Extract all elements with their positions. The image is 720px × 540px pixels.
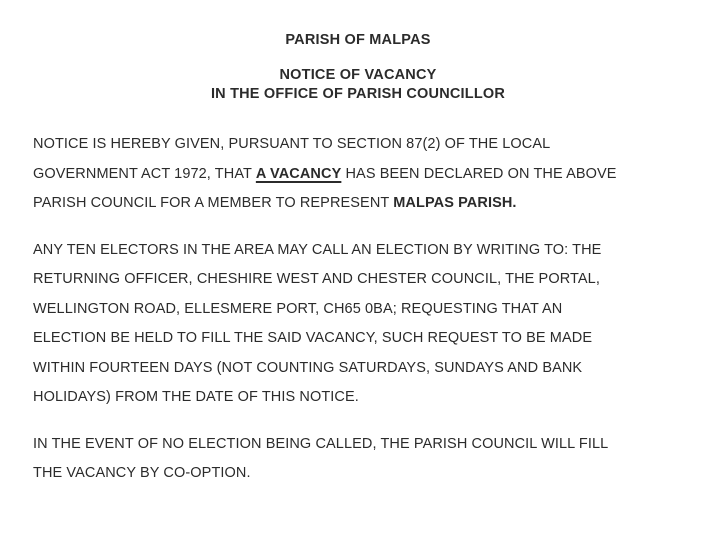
malpas-parish-emphasis: MALPAS PARISH. xyxy=(393,195,517,211)
paragraph1-line2-post: HAS BEEN DECLARED ON THE ABOVE xyxy=(341,165,617,182)
paragraph2-line2: RETURNING OFFICER, CHESHIRE WEST AND CHESTER COUNCIL, THE PORTAL, xyxy=(33,271,600,287)
paragraph3-line1: IN THE EVENT OF NO ELECTION BEING CALLED, THE PARISH COUNCIL WILL FILL xyxy=(33,435,609,452)
notice-subtitle-line-1: NOTICE OF VACANCY xyxy=(279,67,437,83)
paragraph2-line6: HOLIDAYS) FROM THE DATE OF THIS NOTICE. xyxy=(33,389,359,405)
notice-body xyxy=(33,130,683,489)
paragraph2-line5: WITHIN FOURTEEN DAYS (NOT COUNTING SATURDAYS, SUNDAYS AND BANK xyxy=(33,359,583,376)
paragraph-vacancy-declaration xyxy=(33,130,683,219)
notice-header xyxy=(33,33,683,104)
paragraph-co-option xyxy=(33,430,683,489)
paragraph1-line1: NOTICE IS HEREBY GIVEN, PURSUANT TO SECTION 87(2) OF THE LOCAL xyxy=(33,136,551,152)
paragraph1-line3 xyxy=(33,189,683,219)
a-vacancy-emphasis: A VACANCY xyxy=(255,165,342,182)
notice-subtitle-line-2: IN THE OFFICE OF PARISH COUNCILLOR xyxy=(210,86,506,102)
paragraph1-line3-pre: PARISH COUNCIL FOR A MEMBER TO REPRESENT xyxy=(33,195,394,211)
paragraph2-line3: WELLINGTON ROAD, ELLESMERE PORT, CH65 0BA; REQUESTING THAT AN xyxy=(33,300,563,317)
paragraph1-line2 xyxy=(33,160,683,190)
paragraph1-line2-pre: GOVERNMENT ACT 1972, THAT xyxy=(33,165,256,182)
paragraph2-line4: ELECTION BE HELD TO FILL THE SAID VACANCY, SUCH REQUEST TO BE MADE xyxy=(33,330,593,346)
paragraph3-line2: THE VACANCY BY CO-OPTION. xyxy=(33,465,251,481)
paragraph-election-request xyxy=(33,236,683,413)
paragraph2-line1: ANY TEN ELECTORS IN THE AREA MAY CALL AN ELECTION BY WRITING TO: THE xyxy=(33,241,602,258)
notice-subtitle xyxy=(33,66,683,104)
parish-title: PARISH OF MALPAS xyxy=(285,32,431,48)
